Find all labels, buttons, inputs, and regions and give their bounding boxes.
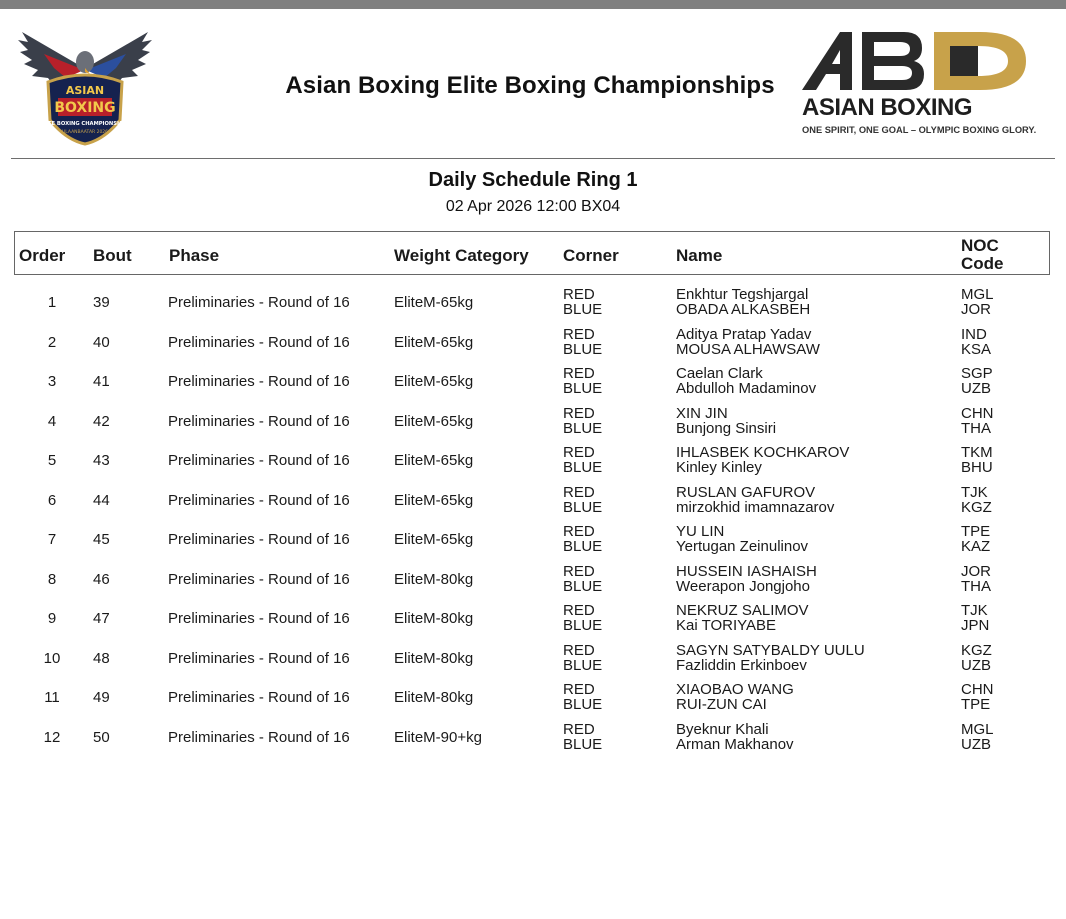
red-boxer-name: SAGYN SATYBALDY UULU: [676, 641, 865, 659]
name-cell: [676, 564, 817, 594]
phase-cell: Preliminaries - Round of 16: [168, 373, 350, 390]
corner-cell: [563, 406, 602, 436]
column-header-noc: [961, 237, 1004, 273]
phase-cell: Preliminaries - Round of 16: [168, 491, 350, 509]
blue-boxer-name: Weerapon Jongjoho: [676, 577, 810, 595]
name-cell: [676, 327, 820, 357]
order-cell: 9: [47, 610, 57, 627]
bout-cell: 43: [93, 452, 110, 469]
column-header-order: Order: [19, 246, 66, 265]
phase-cell: Preliminaries - Round of 16: [168, 294, 350, 311]
red-noc-code: TJK: [961, 602, 988, 619]
red-boxer-name: HUSSEIN IASHAISH: [676, 562, 817, 580]
corner-blue: BLUE: [563, 419, 603, 437]
eagle-emblem-icon: [14, 28, 156, 148]
blue-noc-code: THA: [961, 577, 991, 595]
corner-red: RED: [563, 681, 595, 698]
header-divider: [11, 158, 1055, 159]
column-header-weight: Weight Category: [394, 246, 529, 265]
weight-cell: EliteM-90+kg: [394, 728, 482, 746]
column-header-name: Name: [676, 246, 723, 265]
corner-cell: [563, 682, 602, 712]
blue-boxer-name: mirzokhid imamnazarov: [676, 498, 835, 516]
red-boxer-name: Aditya Pratap Yadav: [676, 325, 812, 343]
blue-noc-code: UZB: [961, 656, 991, 674]
corner-red: RED: [563, 720, 595, 738]
bout-cell: 45: [93, 531, 110, 548]
phase-cell: Preliminaries - Round of 16: [168, 452, 350, 469]
name-cell: [676, 366, 816, 396]
order-cell: 8: [47, 570, 57, 588]
corner-cell: [563, 327, 602, 357]
blue-noc-code: KAZ: [961, 538, 991, 555]
noc-cell: [961, 366, 993, 396]
order-cell: 6: [47, 491, 57, 509]
blue-boxer-name: Fazliddin Erkinboev: [676, 656, 807, 674]
weight-cell: EliteM-65kg: [394, 491, 474, 509]
table-row: [0, 405, 1066, 444]
table-row: [0, 602, 1066, 641]
corner-blue: BLUE: [563, 340, 603, 358]
red-noc-code: SGP: [961, 365, 993, 382]
svg-text:ELITE BOXING CHAMPIONSHIPS: ELITE BOXING CHAMPIONSHIPS: [39, 121, 131, 127]
red-noc-code: MGL: [961, 286, 994, 303]
red-noc-code: TPE: [961, 523, 991, 540]
corner-red: RED: [563, 523, 595, 540]
order-cell: 7: [47, 531, 57, 548]
blue-boxer-name: MOUSA ALHAWSAW: [676, 340, 820, 358]
table-header: [14, 231, 1050, 275]
table-row: [0, 326, 1066, 365]
noc-cell: [961, 643, 992, 673]
order-cell: 4: [47, 412, 57, 430]
championship-emblem-logo: [14, 28, 156, 148]
blue-boxer-name: Bunjong Sinsiri: [676, 419, 777, 437]
red-noc-code: KGZ: [961, 641, 992, 659]
corner-blue: BLUE: [563, 459, 603, 476]
column-header-phase: Phase: [169, 246, 220, 265]
red-noc-code: JOR: [961, 562, 991, 580]
weight-cell: EliteM-65kg: [394, 333, 474, 351]
column-header-corner: Corner: [563, 246, 619, 265]
phase-cell: Preliminaries - Round of 16: [168, 649, 350, 667]
corner-red: RED: [563, 562, 595, 580]
weight-cell: EliteM-80kg: [394, 570, 474, 588]
table-row: [0, 484, 1066, 523]
phase-cell: Preliminaries - Round of 16: [168, 728, 350, 746]
red-boxer-name: Enkhtur Tegshjargal: [676, 286, 809, 303]
order-cell: 3: [47, 373, 57, 390]
table-row: [0, 286, 1066, 325]
corner-blue: BLUE: [563, 617, 603, 634]
noc-cell: [961, 564, 991, 594]
weight-cell: EliteM-80kg: [394, 689, 474, 706]
column-header-noc-line1: NOC: [961, 236, 999, 255]
noc-cell: [961, 485, 992, 515]
red-boxer-name: Caelan Clark: [676, 365, 763, 382]
schedule-info: 02 Apr 2026 12:00 BX04: [445, 198, 621, 215]
blue-boxer-name: RUI-ZUN CAI: [676, 696, 767, 713]
table-row: [0, 642, 1066, 681]
asian-boxing-logo: [800, 28, 1040, 138]
corner-blue: BLUE: [563, 538, 603, 555]
corner-blue: BLUE: [563, 498, 603, 516]
corner-red: RED: [563, 444, 595, 461]
blue-noc-code: JPN: [961, 617, 990, 634]
name-cell: [676, 406, 776, 436]
noc-cell: [961, 406, 994, 436]
phase-cell: Preliminaries - Round of 16: [168, 689, 350, 706]
blue-boxer-name: Kinley Kinley: [676, 459, 762, 476]
phase-cell: Preliminaries - Round of 16: [168, 333, 350, 351]
red-boxer-name: IHLASBEK KOCHKAROV: [676, 444, 850, 461]
corner-red: RED: [563, 483, 595, 501]
corner-cell: [563, 643, 602, 673]
noc-cell: [961, 327, 991, 357]
brand-tagline: ONE SPIRIT, ONE GOAL – OLYMPIC BOXING GLORY.: [802, 125, 1037, 135]
table-row: [0, 365, 1066, 404]
blue-boxer-name: Kai TORIYABE: [676, 617, 777, 634]
abd-logo-icon: [800, 28, 1036, 98]
bout-cell: 44: [93, 491, 110, 509]
bout-cell: 41: [93, 373, 110, 390]
weight-cell: EliteM-65kg: [394, 452, 474, 469]
name-cell: [676, 445, 849, 475]
blue-boxer-name: Yertugan Zeinulinov: [676, 538, 809, 555]
weight-cell: EliteM-65kg: [394, 373, 474, 390]
page-title: Asian Boxing Elite Boxing Championships: [285, 72, 775, 99]
blue-noc-code: UZB: [961, 735, 991, 753]
corner-blue: BLUE: [563, 577, 603, 595]
red-noc-code: TJK: [961, 483, 988, 501]
bout-cell: 40: [93, 333, 110, 351]
corner-cell: [563, 603, 602, 633]
blue-boxer-name: Arman Makhanov: [676, 735, 794, 753]
name-cell: [676, 603, 809, 633]
corner-red: RED: [563, 602, 595, 619]
order-cell: 10: [43, 649, 61, 667]
blue-noc-code: KGZ: [961, 498, 992, 516]
corner-cell: [563, 485, 602, 515]
table-row: [0, 721, 1066, 760]
name-cell: [676, 287, 810, 317]
red-boxer-name: NEKRUZ SALIMOV: [676, 602, 809, 619]
column-header-bout: Bout: [93, 246, 132, 265]
corner-cell: [563, 564, 602, 594]
bout-cell: 50: [93, 728, 110, 746]
weight-cell: EliteM-65kg: [394, 412, 474, 430]
red-noc-code: MGL: [961, 720, 994, 738]
weight-cell: EliteM-80kg: [394, 649, 474, 667]
svg-text:ASIAN: ASIAN: [65, 84, 105, 97]
blue-boxer-name: Abdulloh Madaminov: [676, 380, 817, 397]
corner-cell: [563, 287, 602, 317]
name-cell: [676, 722, 794, 752]
corner-cell: [563, 366, 602, 396]
red-noc-code: TKM: [961, 444, 993, 461]
weight-cell: EliteM-65kg: [394, 531, 474, 548]
corner-red: RED: [563, 404, 595, 422]
name-cell: [676, 682, 794, 712]
brand-name: ASIAN BOXING: [802, 94, 973, 121]
top-bar: [0, 0, 1066, 9]
corner-cell: [563, 445, 602, 475]
phase-cell: Preliminaries - Round of 16: [168, 610, 350, 627]
phase-cell: Preliminaries - Round of 16: [168, 531, 350, 548]
svg-text:BOXING: BOXING: [54, 100, 116, 116]
noc-cell: [961, 722, 994, 752]
red-boxer-name: RUSLAN GAFUROV: [676, 483, 816, 501]
table-row: [0, 563, 1066, 602]
corner-blue: BLUE: [563, 380, 603, 397]
red-boxer-name: Byeknur Khali: [676, 720, 769, 738]
name-cell: [676, 643, 865, 673]
corner-blue: BLUE: [563, 301, 603, 318]
blue-noc-code: BHU: [961, 459, 993, 476]
red-noc-code: CHN: [961, 404, 994, 422]
bout-cell: 46: [93, 570, 110, 588]
phase-cell: Preliminaries - Round of 16: [168, 412, 350, 430]
corner-red: RED: [563, 286, 595, 303]
noc-cell: [961, 287, 994, 317]
corner-red: RED: [563, 325, 595, 343]
blue-noc-code: THA: [961, 419, 991, 437]
red-noc-code: IND: [961, 325, 987, 343]
order-cell: 1: [47, 294, 57, 311]
weight-cell: EliteM-80kg: [394, 610, 474, 627]
bout-cell: 49: [93, 689, 110, 706]
order-cell: 5: [47, 452, 57, 469]
weight-cell: EliteM-65kg: [394, 294, 474, 311]
red-noc-code: CHN: [961, 681, 994, 698]
noc-cell: [961, 682, 994, 712]
blue-noc-code: KSA: [961, 340, 992, 358]
corner-red: RED: [563, 641, 595, 659]
bout-cell: 48: [93, 649, 110, 667]
corner-cell: [563, 524, 602, 554]
corner-blue: BLUE: [563, 656, 603, 674]
phase-cell: Preliminaries - Round of 16: [168, 570, 350, 588]
bout-cell: 47: [93, 610, 110, 627]
blue-noc-code: TPE: [961, 696, 991, 713]
blue-noc-code: JOR: [961, 301, 991, 318]
red-boxer-name: XIAOBAO WANG: [676, 681, 794, 698]
blue-boxer-name: OBADA ALKASBEH: [676, 301, 811, 318]
column-header-noc-line2: Code: [961, 254, 1004, 273]
corner-red: RED: [563, 365, 595, 382]
red-boxer-name: XIN JIN: [676, 404, 728, 422]
noc-cell: [961, 524, 990, 554]
bout-cell: 42: [93, 412, 110, 430]
table-row: [0, 681, 1066, 720]
svg-text:ULAANBAATAR 2026: ULAANBAATAR 2026: [61, 130, 109, 135]
corner-blue: BLUE: [563, 735, 603, 753]
table-row: [0, 523, 1066, 562]
name-cell: [676, 485, 834, 515]
noc-cell: [961, 603, 989, 633]
red-boxer-name: YU LIN: [676, 523, 725, 540]
corner-blue: BLUE: [563, 696, 603, 713]
table-row: [0, 444, 1066, 483]
bout-cell: 39: [93, 294, 110, 311]
corner-cell: [563, 722, 602, 752]
order-cell: 11: [44, 689, 60, 706]
schedule-title: Daily Schedule Ring 1: [428, 169, 638, 191]
order-cell: 12: [43, 728, 61, 746]
order-cell: 2: [47, 333, 57, 351]
name-cell: [676, 524, 808, 554]
blue-noc-code: UZB: [961, 380, 991, 397]
noc-cell: [961, 445, 993, 475]
